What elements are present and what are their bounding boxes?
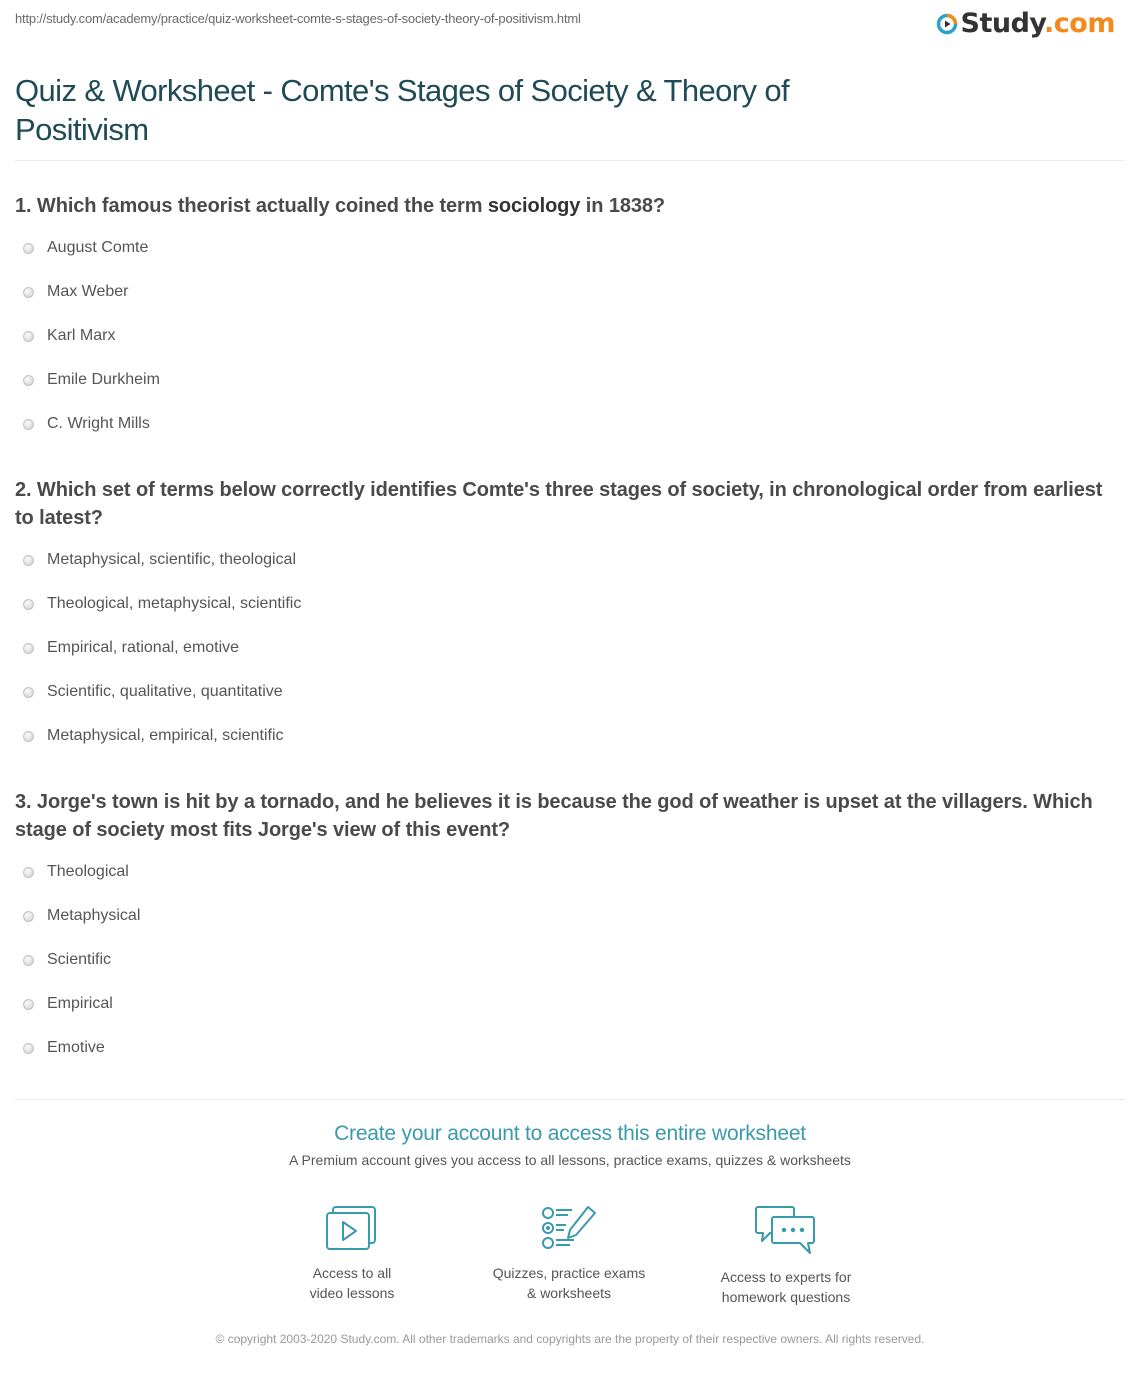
radio-button[interactable] [23,331,34,342]
quiz-worksheet-icon [540,1205,598,1251]
radio-button[interactable] [23,911,34,922]
feature-quizzes [469,1205,669,1303]
video-lessons-icon [325,1205,379,1251]
option[interactable]: Max Weber [23,283,129,301]
feature-label: Quizzes, practice exams & worksheets [492,1265,646,1301]
copyright-text: © copyright 2003-2020 Study.com. All other trademarks and copyrights are the property of their respective owners. All rights reserved. [215,1332,925,1346]
radio-button[interactable] [23,687,34,698]
radio-button[interactable] [23,375,34,386]
logo-text: Study.com [960,8,1115,39]
radio-button[interactable] [23,867,34,878]
radio-button[interactable] [23,243,34,254]
question-3: 3. Jorge's town is hit by a tornado, and he believes it is because the god of weather is upset at the villagers. Which stage of society most fits Jorge's view of this event? [15,791,1093,841]
radio-button[interactable] [23,599,34,610]
title-divider [15,160,1125,161]
option[interactable]: Theological, metaphysical, scientific [23,595,301,613]
option[interactable]: Empirical, rational, emotive [23,639,239,657]
question-2: 2. Which set of terms below correctly identifies Comte's three stages of society, in chronological order from earliest to latest? [15,479,1103,529]
option[interactable]: C. Wright Mills [23,415,150,433]
radio-button[interactable] [23,999,34,1010]
option[interactable]: Emotive [23,1039,105,1057]
feature-experts [686,1205,886,1307]
page-url: http://study.com/academy/practice/quiz-worksheet-comte-s-stages-of-society-theory-of-positivism.html [15,11,581,26]
question-1: 1. Which famous theorist actually coined the term sociology in 1838? [15,195,666,217]
page-title: Quiz & Worksheet - Comte's Stages of Society & Theory of Positivism [15,73,790,147]
logo-play-icon [936,13,958,35]
option[interactable]: Empirical [23,995,113,1013]
feature-label: Access to experts for homework questions [720,1269,852,1305]
option[interactable]: Metaphysical, scientific, theological [23,551,296,569]
expert-chat-icon [754,1205,818,1255]
radio-button[interactable] [23,287,34,298]
radio-button[interactable] [23,1043,34,1054]
option[interactable]: Metaphysical [23,907,140,925]
cta-title[interactable]: Create your account to access this entire worksheet [334,1122,806,1145]
cta-subtitle: A Premium account gives you access to all lessons, practice exams, quizzes & worksheets [289,1152,851,1168]
radio-button[interactable] [23,643,34,654]
option[interactable]: Scientific [23,951,111,969]
radio-button[interactable] [23,955,34,966]
cta-divider [15,1099,1125,1100]
option[interactable]: Emile Durkheim [23,371,160,389]
option[interactable]: Karl Marx [23,327,115,345]
option[interactable]: Scientific, qualitative, quantitative [23,683,283,701]
option[interactable]: Metaphysical, empirical, scientific [23,727,284,745]
radio-button[interactable] [23,731,34,742]
radio-button[interactable] [23,419,34,430]
feature-label: Access to all video lessons [309,1265,395,1301]
option[interactable]: Theological [23,863,129,881]
option[interactable]: August Comte [23,239,148,257]
feature-video-lessons [252,1205,452,1303]
radio-button[interactable] [23,555,34,566]
study-logo[interactable] [936,8,1115,39]
